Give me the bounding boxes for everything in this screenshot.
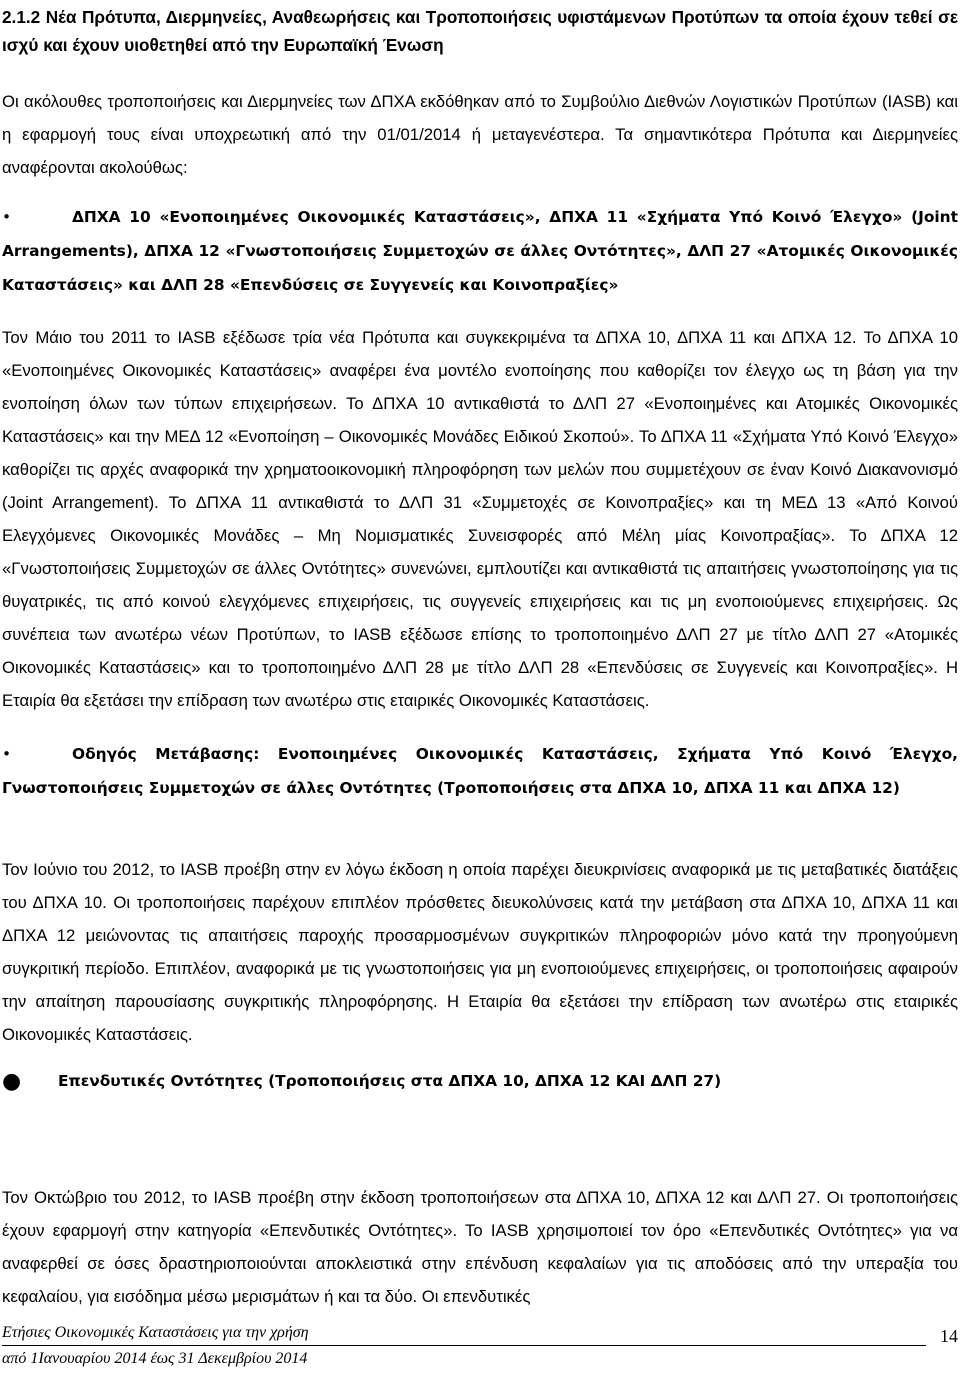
- paragraph-investment-entities: Τον Οκτώβριο του 2012, το IASB προέβη στην έκδοση τροποποιήσεων στα ΔΠΧΑ 10, ΔΠΧΑ 12 και ΔΛΠ 27. Οι τροποποιήσεις έχουν εφαρμογή στην κατηγορία «Επενδυτικές Οντότητες». Το IASB χρησιμοποιεί τον όρο «Επενδυτικές Οντότητες» για να αναφερθεί σε όσες δραστηριοποιούνται αποκλειστικά στην επένδυση κεφαλαίων για τις αποδόσεις από την υπεραξία του κεφαλαίου, για εισόδημα μέσω μερισμάτων ή και τα δύο. Οι επενδυτικές: [2, 1188, 958, 1306]
- bullet-icon: ●: [2, 1069, 22, 1094]
- bullet-text: Οδηγός Μετάβασης: Ενοποιημένες Οικονομικές Καταστάσεις, Σχήματα Υπό Κοινό Έλεγχο, Γνωστοποιήσεις Συμμετοχών σε άλλες Οντότητες (Τροποποιήσεις στα ΔΠΧΑ 10, ΔΠΧΑ 11 και ΔΠΧΑ 12): [2, 745, 958, 797]
- bullet-ifrs-10-11-12: [2, 200, 958, 302]
- bullet-icon: •: [2, 745, 12, 763]
- paragraph-ifrs-new-standards: Τον Μάιο του 2011 το IASB εξέδωσε τρία νέα Πρότυπα και συγκεκριμένα τα ΔΠΧΑ 10, ΔΠΧΑ 11 και ΔΠΧΑ 12. Το ΔΠΧΑ 10 «Ενοποιημένες Οικονομικές Καταστάσεις» αναφέρει ένα μοντέλο ενοποίησης που καθορίζει τον έλεγχο ως τη βάση για την ενοποίηση όλων των τύπων επιχειρήσεων. Το ΔΠΧΑ 10 αντικαθιστά το ΔΛΠ 27 «Ενοποιημένες και Ατομικές Οικονομικές Καταστάσεις» και την ΜΕΔ 12 «Ενοποίηση – Οικονομικές Μονάδες Ειδικού Σκοπού». Το ΔΠΧΑ 11 «Σχήματα Υπό Κοινό Έλεγχο» καθορίζει τις αρχές αναφορικά την χρηματοοικονομική πληροφόρηση των μελών που συμμετέχουν σε έναν Κοινό Διακανονισμό (Joint Arrangement). Το ΔΠΧΑ 11 αντικαθιστά το ΔΛΠ 31 «Συμμετοχές σε Κοινοπραξίες» και τη ΜΕΔ 13 «Από Κοινού Ελεγχόμενες Οικονομικές Μονάδες – Μη Νομισματικές Συνεισφορές από Μέλη μίας Κοινοπραξίας». Το ΔΠΧΑ 12 «Γνωστοποιήσεις Συμμετοχών σε άλλες Οντότητες» συνενώνει, εμπλουτίζει και αντικαθιστά τις απαιτήσεις γνωστοποίησης για τις θυγατρικές, τις από κοινού ελεγχόμενες επιχειρήσεις, τις συγγενείς επιχειρήσεις και τις μη ενοποιούμενες επιχειρήσεις. Ως συνέπεια των ανωτέρω νέων Προτύπων, το IASB εξέδωσε επίσης το τροποποιημένο ΔΛΠ 27 με τίτλο ΔΛΠ 27 «Ατομικές Οικονομικές Καταστάσεις» και το τροποποιημένο ΔΛΠ 28 με τίτλο ΔΛΠ 28 «Επενδύσεις σε Συγγενείς και Κοινοπραξίες». Η Εταιρία θα εξετάσει την επίδραση των ανωτέρω στις εταιρικές Οικονομικές Καταστάσεις.: [2, 328, 958, 710]
- page-number: 14: [940, 1326, 958, 1346]
- section-heading: 2.1.2 Νέα Πρότυπα, Διερμηνείες, Αναθεωρήσεις και Τροποποιήσεις υφιστάμενων Προτύπων τα οποία έχουν τεθεί σε ισχύ και έχουν υιοθετηθεί από την Ευρωπαϊκή Ένωση: [2, 7, 958, 55]
- bullet-transition-guide: [2, 737, 958, 805]
- bullet-investment-entities: [2, 1064, 958, 1098]
- footer-period: από 1Ιανουαρίου 2014 έως 31 Δεκεμβρίου 2014: [2, 1350, 308, 1367]
- footer-title: Ετήσιες Οικονομικές Καταστάσεις για την χρήση: [2, 1322, 926, 1346]
- bullet-text: ΔΠΧΑ 10 «Ενοποιημένες Οικονομικές Καταστάσεις», ΔΠΧΑ 11 «Σχήματα Υπό Κοινό Έλεγχο» (Joint Arrangements), ΔΠΧΑ 12 «Γνωστοποιήσεις Συμμετοχών σε άλλες Οντότητες», ΔΛΠ 27 «Ατομικές Οικονομικές Καταστάσεις» και ΔΛΠ 28 «Επενδύσεις σε Συγγενείς και Κοινοπραξίες»: [2, 208, 958, 294]
- bullet-icon: •: [2, 208, 12, 226]
- bullet-text: Επενδυτικές Οντότητες (Τροποποιήσεις στα ΔΠΧΑ 10, ΔΠΧΑ 12 ΚΑΙ ΔΛΠ 27): [58, 1072, 722, 1090]
- page-footer: [2, 1322, 958, 1372]
- intro-paragraph: Οι ακόλουθες τροποποιήσεις και Διερμηνείες των ΔΠΧΑ εκδόθηκαν από το Συμβούλιο Διεθνών Λογιστικών Προτύπων (IASB) και η εφαρμογή τους είναι υποχρεωτική από την 01/01/2014 ή μεταγενέστερα. Τα σημαντικότερα Πρότυπα και Διερμηνείες αναφέρονται ακολούθως:: [2, 92, 958, 177]
- paragraph-transition-guide: Τον Ιούνιο του 2012, το IASB προέβη στην εν λόγω έκδοση η οποία παρέχει διευκρινίσεις αναφορικά με τις μεταβατικές διατάξεις του ΔΠΧΑ 10. Οι τροποποιήσεις παρέχουν επιπλέον πρόσθετες διευκολύνσεις κατά την μετάβαση στα ΔΠΧΑ 10, ΔΠΧΑ 11 και ΔΠΧΑ 12 μειώνοντας τις απαιτήσεις παροχής προσαρμοσμένων συγκριτικών πληροφοριών μόνο κατά την προηγούμενη συγκριτική περίοδο. Επιπλέον, αναφορικά με τις γνωστοποιήσεις για μη ενοποιούμενες επιχειρήσεις, οι τροποποιήσεις αφαιρούν την απαίτηση παρουσίασης συγκριτικής πληροφόρησης. Η Εταιρία θα εξετάσει την επίδραση των ανωτέρω στις εταιρικές Οικονομικές Καταστάσεις.: [2, 860, 958, 1044]
